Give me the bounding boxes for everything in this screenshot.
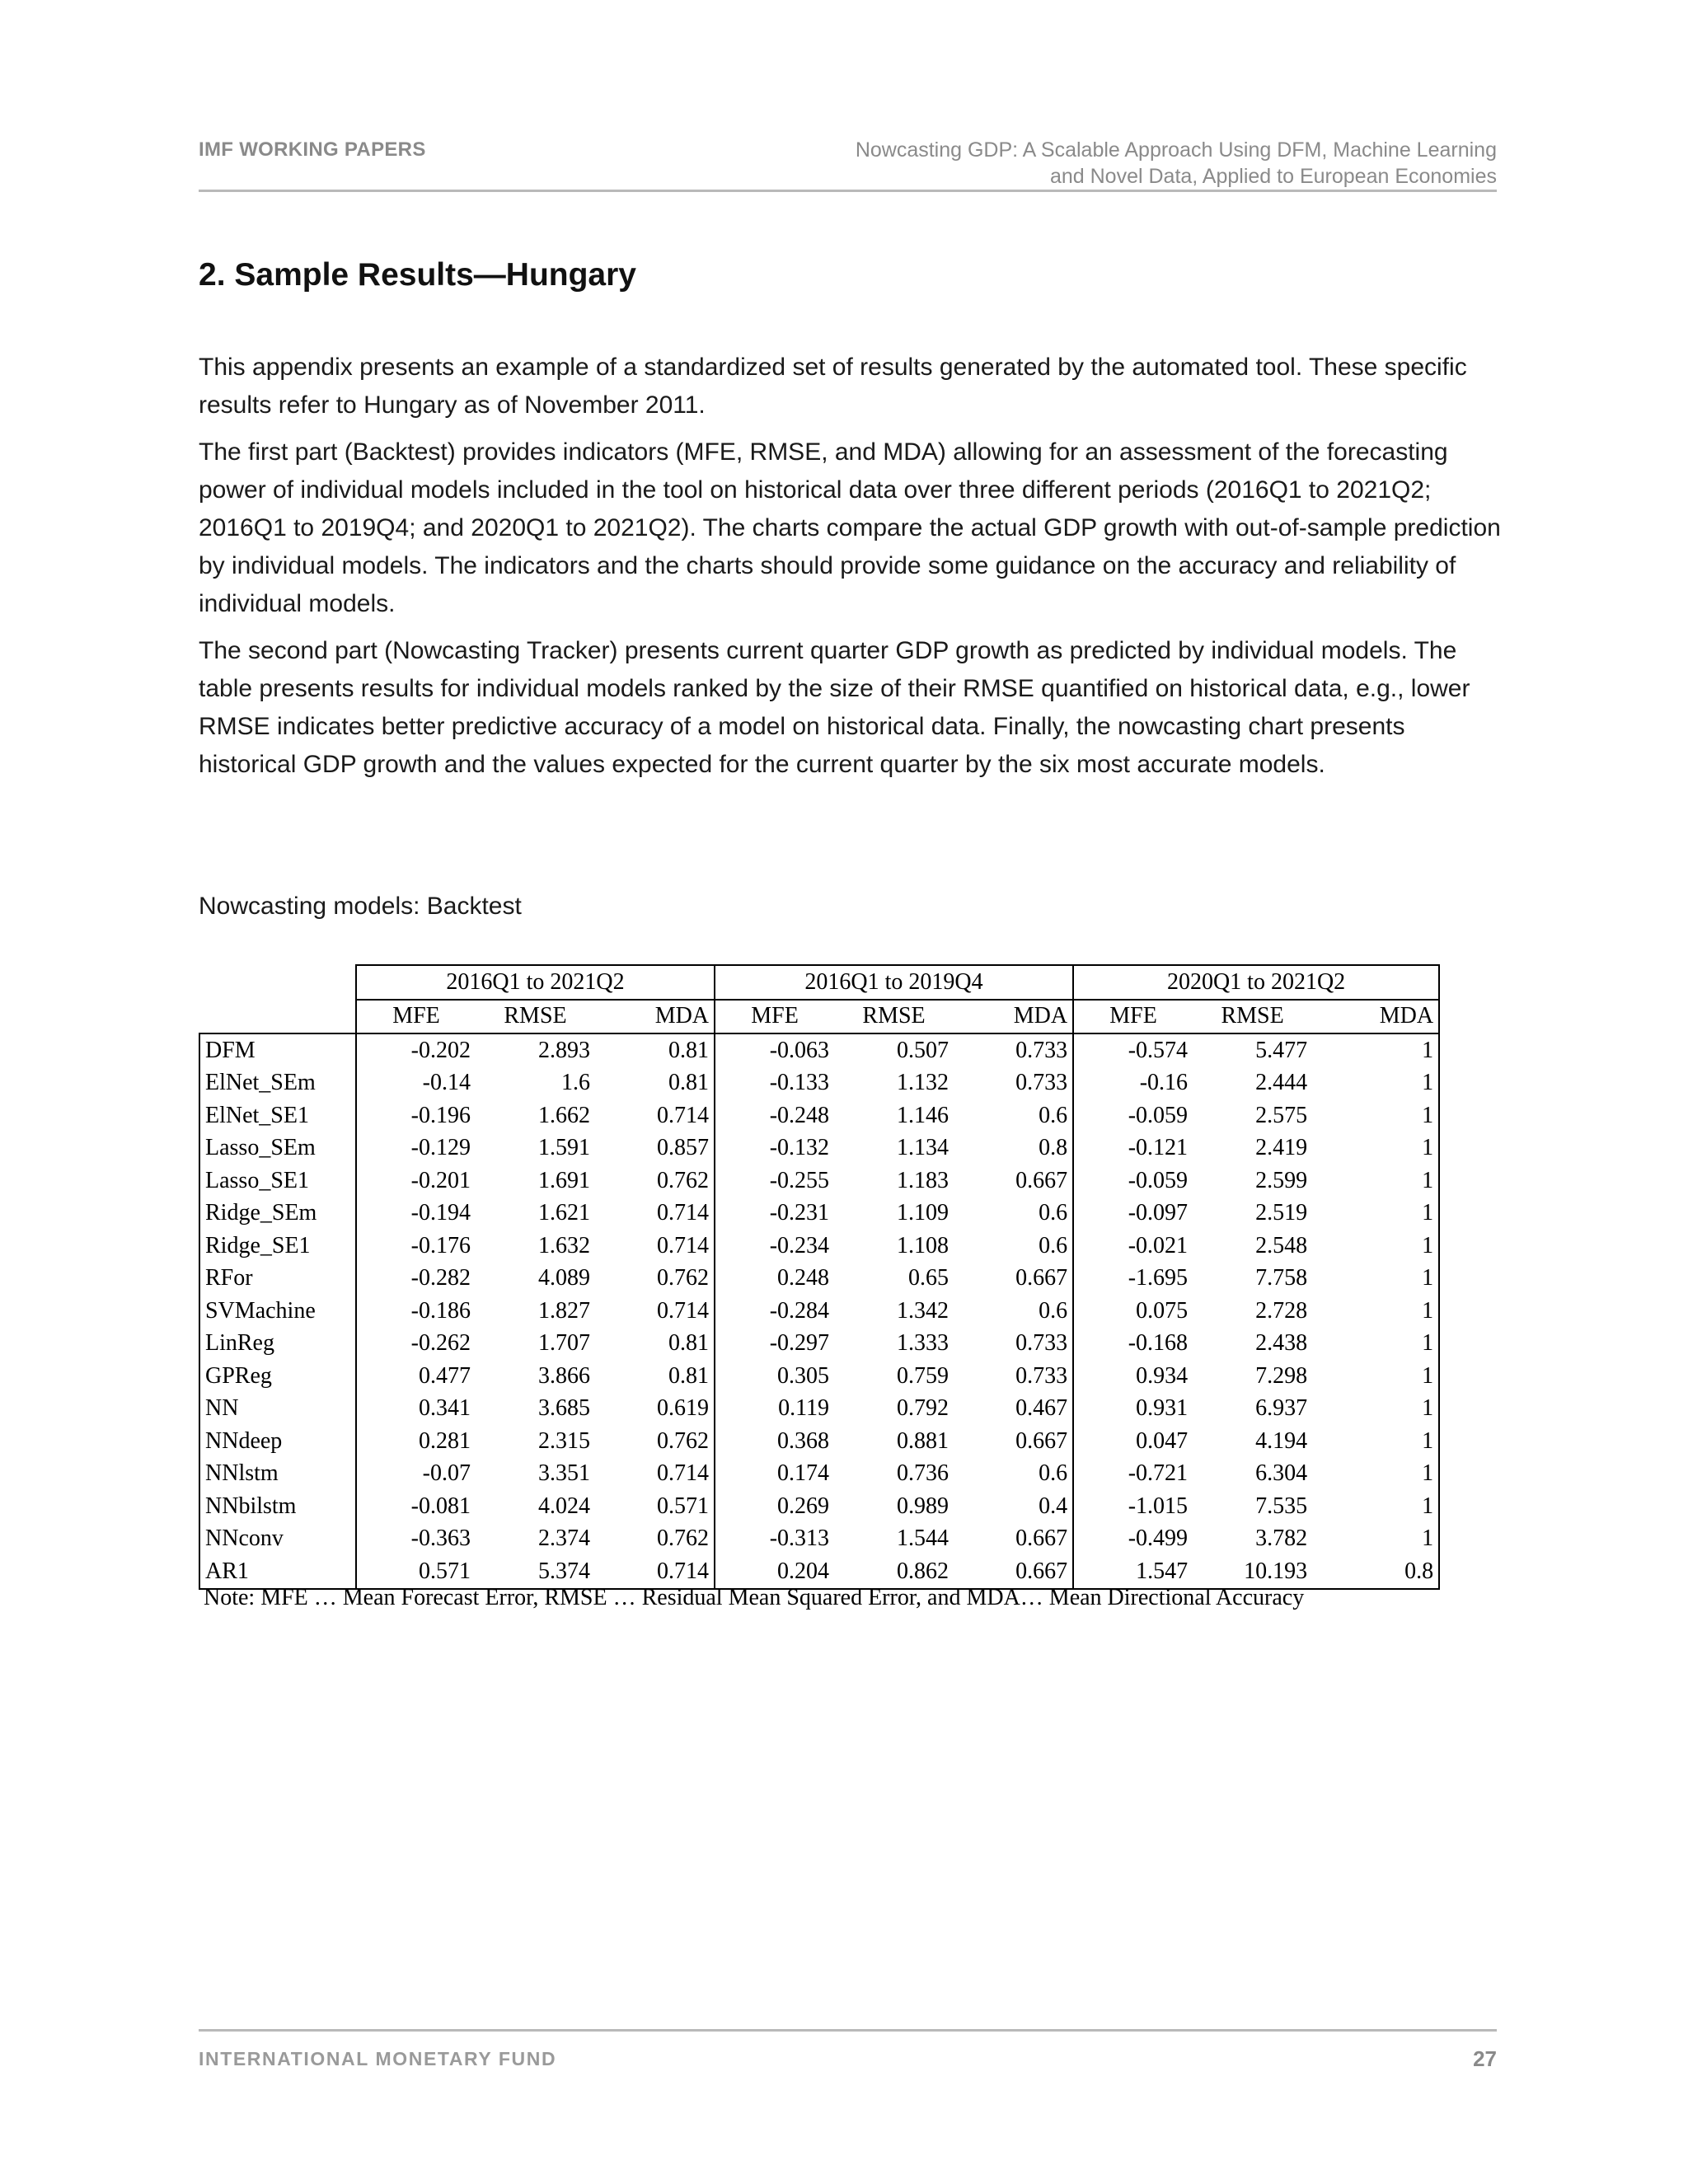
value-cell: 0.6 [954, 1230, 1073, 1263]
model-name-cell: DFM [199, 1033, 356, 1067]
backtest-table [199, 964, 1440, 1590]
model-name-cell: Lasso_SEm [199, 1132, 356, 1165]
value-cell: -0.16 [1139, 1070, 1189, 1096]
value-cell: -0.129 [410, 1135, 471, 1161]
running-header-title-line2: and Novel Data, Applied to European Economies [1049, 165, 1497, 188]
value-cell: 4.089 [538, 1265, 590, 1291]
table-row [199, 1197, 1439, 1230]
value-cell: 2.419 [1255, 1135, 1308, 1161]
table-row [199, 1328, 1439, 1361]
value-cell: 0.881 [897, 1427, 950, 1454]
metric-header: RMSE [834, 1000, 954, 1034]
value-cell: 1.108 [897, 1232, 950, 1258]
value-cell: 0.269 [777, 1493, 830, 1519]
value-cell: -0.121 [1128, 1135, 1189, 1161]
value-cell: 0.667 [954, 1523, 1073, 1556]
value-cell: -0.176 [410, 1232, 471, 1258]
value-cell: 1 [1312, 1165, 1439, 1197]
value-cell: -0.081 [410, 1493, 471, 1519]
value-cell: 1.333 [897, 1330, 950, 1357]
table-row [199, 1067, 1439, 1100]
value-cell: 0.762 [595, 1523, 715, 1556]
value-cell: -0.721 [1128, 1460, 1189, 1487]
value-cell: 1.691 [538, 1167, 590, 1193]
value-cell: 1 [1312, 1425, 1439, 1458]
value-cell: 0.507 [834, 1033, 954, 1067]
value-cell: 1 [1312, 1132, 1439, 1165]
running-header-title [856, 137, 1497, 190]
value-cell: -0.255 [769, 1167, 830, 1193]
table-row [199, 1132, 1439, 1165]
table-row [199, 1555, 1439, 1589]
value-cell: 1.183 [897, 1167, 950, 1193]
value-cell: -0.231 [769, 1200, 830, 1226]
value-cell: 0.714 [595, 1230, 715, 1263]
value-cell: 0.792 [897, 1395, 950, 1422]
value-cell: -0.133 [769, 1070, 830, 1096]
value-cell: -0.284 [769, 1297, 830, 1324]
page-number: 27 [1473, 2046, 1497, 2071]
value-cell: -0.262 [410, 1330, 471, 1357]
value-cell: 0.047 [1136, 1427, 1189, 1454]
value-cell: 0.81 [595, 1328, 715, 1361]
table-row [199, 1360, 1439, 1393]
value-cell: 0.81 [595, 1067, 715, 1100]
value-cell: 1.632 [538, 1232, 590, 1258]
value-cell: -0.14 [422, 1070, 471, 1096]
value-cell: 5.374 [476, 1555, 595, 1589]
table-row [199, 1490, 1439, 1523]
value-cell: 0.281 [419, 1427, 471, 1454]
value-cell: 2.444 [1255, 1070, 1308, 1096]
value-cell: 10.193 [1193, 1555, 1312, 1589]
value-cell: 0.931 [1136, 1395, 1189, 1422]
value-cell: 0.714 [595, 1458, 715, 1491]
value-cell: 3.782 [1255, 1526, 1308, 1552]
value-cell: -0.574 [1073, 1033, 1193, 1067]
model-name-cell: Lasso_SE1 [199, 1165, 356, 1197]
value-cell: 1 [1312, 1033, 1439, 1067]
value-cell: 0.119 [778, 1395, 830, 1422]
period-header: 2016Q1 to 2021Q2 [356, 965, 715, 1000]
value-cell: 0.477 [419, 1362, 471, 1389]
value-cell: 0.714 [595, 1197, 715, 1230]
value-cell: 0.6 [954, 1099, 1073, 1132]
metric-header: RMSE [1193, 1000, 1312, 1034]
value-cell: 0.619 [595, 1393, 715, 1426]
value-cell: 3.685 [538, 1395, 590, 1422]
value-cell: 0.174 [777, 1460, 830, 1487]
model-name-cell: LinReg [199, 1328, 356, 1361]
value-cell: 1 [1312, 1523, 1439, 1556]
value-cell: 1 [1312, 1099, 1439, 1132]
value-cell: 0.733 [954, 1360, 1073, 1393]
value-cell: -0.063 [715, 1033, 834, 1067]
value-cell: 2.893 [476, 1033, 595, 1067]
value-cell: 7.535 [1255, 1493, 1308, 1519]
period-header: 2016Q1 to 2019Q4 [715, 965, 1073, 1000]
value-cell: 2.438 [1255, 1330, 1308, 1357]
table-row [199, 1263, 1439, 1296]
paragraph-backtest: The first part (Backtest) provides indicators (MFE, RMSE, and MDA) allowing for an assessment of the forecasting power of individual models included in the tool on historical data over three different periods (2016Q1 to 2021Q2; 2016Q1 to 2019Q4; and 2020Q1 to 2021Q2). The charts compare the actual GDP growth with out-of-sample prediction by individual models. The indicators and the charts should provide some guidance on the accuracy and reliability of individual models. [199, 438, 1501, 617]
value-cell: 0.571 [356, 1555, 476, 1589]
value-cell: -0.248 [769, 1102, 830, 1128]
value-cell: -0.07 [422, 1460, 471, 1487]
table-row [199, 1523, 1439, 1556]
value-cell: 0.341 [419, 1395, 471, 1422]
value-cell: -0.499 [1128, 1526, 1189, 1552]
value-cell: 7.758 [1255, 1265, 1308, 1291]
value-cell: -1.015 [1128, 1493, 1189, 1519]
value-cell: 1.662 [538, 1102, 590, 1128]
value-cell: -0.194 [410, 1200, 471, 1226]
metric-header: MFE [715, 1000, 834, 1034]
value-cell: 1 [1312, 1328, 1439, 1361]
value-cell: 1 [1312, 1197, 1439, 1230]
model-name-cell: NNbilstm [199, 1490, 356, 1523]
metric-header: MFE [356, 1000, 476, 1034]
value-cell: 3.351 [538, 1460, 590, 1487]
value-cell: 0.762 [595, 1263, 715, 1296]
metric-header-row [199, 1000, 1439, 1034]
value-cell: 0.305 [777, 1362, 830, 1389]
model-name-cell: GPReg [199, 1360, 356, 1393]
value-cell: 0.934 [1136, 1362, 1189, 1389]
table-row [199, 1458, 1439, 1491]
value-cell: 1.342 [897, 1297, 950, 1324]
value-cell: 3.866 [538, 1362, 590, 1389]
value-cell: 0.65 [908, 1265, 950, 1291]
value-cell: 0.989 [897, 1493, 950, 1519]
value-cell: 1.591 [538, 1135, 590, 1161]
running-header-series: IMF WORKING PAPERS [199, 138, 426, 161]
table-row [199, 1230, 1439, 1263]
value-cell: 0.762 [595, 1425, 715, 1458]
value-cell: 6.937 [1255, 1395, 1308, 1422]
value-cell: 7.298 [1255, 1362, 1308, 1389]
running-header-title-line1: Nowcasting GDP: A Scalable Approach Using DFM, Machine Learning [855, 138, 1497, 162]
value-cell: 0.204 [715, 1555, 834, 1589]
metric-header: MFE [1073, 1000, 1193, 1034]
model-name-cell: RFor [199, 1263, 356, 1296]
value-cell: 0.571 [595, 1490, 715, 1523]
value-cell: -0.059 [1128, 1167, 1189, 1193]
value-cell: 1 [1312, 1490, 1439, 1523]
value-cell: 1.707 [538, 1330, 590, 1357]
value-cell: 1.827 [538, 1297, 590, 1324]
value-cell: 2.315 [538, 1427, 590, 1454]
value-cell: 1 [1312, 1067, 1439, 1100]
value-cell: 2.548 [1255, 1232, 1308, 1258]
model-name-cell: Ridge_SE1 [199, 1230, 356, 1263]
value-cell: 1 [1312, 1230, 1439, 1263]
value-cell: 4.194 [1255, 1427, 1308, 1454]
value-cell: -0.186 [410, 1297, 471, 1324]
corner-cell [199, 1000, 356, 1034]
table-caption: Nowcasting models: Backtest [199, 893, 522, 920]
value-cell: 0.714 [595, 1295, 715, 1328]
value-cell: 2.728 [1255, 1297, 1308, 1324]
value-cell: -0.196 [410, 1102, 471, 1128]
value-cell: -0.201 [410, 1167, 471, 1193]
metric-header: MDA [954, 1000, 1073, 1034]
model-name-cell: NNconv [199, 1523, 356, 1556]
value-cell: 2.374 [538, 1526, 590, 1552]
footer-divider [199, 2029, 1497, 2032]
value-cell: 1 [1312, 1393, 1439, 1426]
metric-header: MDA [595, 1000, 715, 1034]
value-cell: 0.733 [954, 1328, 1073, 1361]
value-cell: 0.759 [897, 1362, 950, 1389]
period-header-row [199, 965, 1439, 1000]
value-cell: -1.695 [1128, 1265, 1189, 1291]
value-cell: 1.134 [897, 1135, 950, 1161]
section-title: 2. Sample Results—Hungary [199, 257, 636, 293]
value-cell: 0.4 [954, 1490, 1073, 1523]
table-row [199, 1425, 1439, 1458]
value-cell: 0.6 [954, 1295, 1073, 1328]
corner-cell [199, 965, 356, 1000]
table-row [199, 1099, 1439, 1132]
value-cell: 0.736 [897, 1460, 950, 1487]
value-cell: 0.667 [954, 1555, 1073, 1589]
value-cell: 0.368 [777, 1427, 830, 1454]
value-cell: 4.024 [538, 1493, 590, 1519]
value-cell: -0.059 [1128, 1102, 1189, 1128]
value-cell: -0.282 [410, 1265, 471, 1291]
period-header: 2020Q1 to 2021Q2 [1073, 965, 1439, 1000]
value-cell: -0.234 [769, 1232, 830, 1258]
value-cell: 0.467 [954, 1393, 1073, 1426]
value-cell: -0.313 [769, 1526, 830, 1552]
value-cell: 0.81 [595, 1360, 715, 1393]
footer-publisher: INTERNATIONAL MONETARY FUND [199, 2048, 557, 2069]
value-cell: 1.547 [1073, 1555, 1193, 1589]
table-row [199, 1393, 1439, 1426]
value-cell: 0.667 [954, 1165, 1073, 1197]
paragraph-tracker: The second part (Nowcasting Tracker) presents current quarter GDP growth as predicted by individual models. The table presents results for individual models ranked by the size of their RMSE quantified on historical data, e.g., lower RMSE indicates better predictive accuracy of a model on historical data. Finally, the nowcasting chart presents historical GDP growth and the values expected for the current quarter by the six most accurate models. [199, 637, 1470, 778]
value-cell: 5.477 [1193, 1033, 1312, 1067]
value-cell: 0.667 [954, 1425, 1073, 1458]
table-row [199, 1033, 1439, 1067]
table-row [199, 1295, 1439, 1328]
value-cell: 0.248 [777, 1265, 830, 1291]
value-cell: 1 [1312, 1263, 1439, 1296]
value-cell: 0.762 [595, 1165, 715, 1197]
value-cell: 0.667 [954, 1263, 1073, 1296]
model-name-cell: NNlstm [199, 1458, 356, 1491]
value-cell: 1.146 [897, 1102, 950, 1128]
backtest-table-body [199, 1033, 1439, 1589]
value-cell: 1.544 [897, 1526, 950, 1552]
value-cell: -0.297 [769, 1330, 830, 1357]
value-cell: -0.132 [769, 1135, 830, 1161]
value-cell: 0.714 [595, 1555, 715, 1589]
model-name-cell: SVMachine [199, 1295, 356, 1328]
value-cell: 6.304 [1255, 1460, 1308, 1487]
value-cell: 0.862 [834, 1555, 954, 1589]
header-divider [199, 190, 1497, 192]
value-cell: 0.733 [954, 1033, 1073, 1067]
value-cell: 2.599 [1255, 1167, 1308, 1193]
model-name-cell: AR1 [199, 1555, 356, 1589]
paragraph-intro: This appendix presents an example of a standardized set of results generated by the automated tool. These specific results refer to Hungary as of November 2011. [199, 354, 1467, 419]
value-cell: 1 [1312, 1458, 1439, 1491]
value-cell: 0.8 [954, 1132, 1073, 1165]
value-cell: 1 [1312, 1360, 1439, 1393]
value-cell: 0.81 [595, 1033, 715, 1067]
value-cell: 0.075 [1136, 1297, 1189, 1324]
value-cell: 0.6 [954, 1197, 1073, 1230]
table-note: Note: MFE … Mean Forecast Error, RMSE … Residual Mean Squared Error, and MDA… Mean Directional Accuracy [204, 1585, 1305, 1610]
value-cell: 2.519 [1255, 1200, 1308, 1226]
value-cell: 2.575 [1255, 1102, 1308, 1128]
value-cell: 1.6 [561, 1070, 590, 1096]
model-name-cell: ElNet_SE1 [199, 1099, 356, 1132]
body-text [199, 349, 1505, 793]
metric-header: MDA [1312, 1000, 1439, 1034]
value-cell: -0.168 [1128, 1330, 1189, 1357]
value-cell: -0.363 [410, 1526, 471, 1552]
value-cell: -0.097 [1128, 1200, 1189, 1226]
table-row [199, 1165, 1439, 1197]
value-cell: 0.857 [595, 1132, 715, 1165]
model-name-cell: Ridge_SEm [199, 1197, 356, 1230]
value-cell: 0.733 [954, 1067, 1073, 1100]
model-name-cell: NN [199, 1393, 356, 1426]
model-name-cell: ElNet_SEm [199, 1067, 356, 1100]
value-cell: 1.109 [897, 1200, 950, 1226]
value-cell: 1 [1312, 1295, 1439, 1328]
value-cell: 0.6 [954, 1458, 1073, 1491]
value-cell: 1.621 [538, 1200, 590, 1226]
value-cell: 0.8 [1312, 1555, 1439, 1589]
metric-header: RMSE [476, 1000, 595, 1034]
model-name-cell: NNdeep [199, 1425, 356, 1458]
value-cell: -0.021 [1128, 1232, 1189, 1258]
value-cell: 0.714 [595, 1099, 715, 1132]
value-cell: -0.202 [356, 1033, 476, 1067]
value-cell: 1.132 [897, 1070, 950, 1096]
